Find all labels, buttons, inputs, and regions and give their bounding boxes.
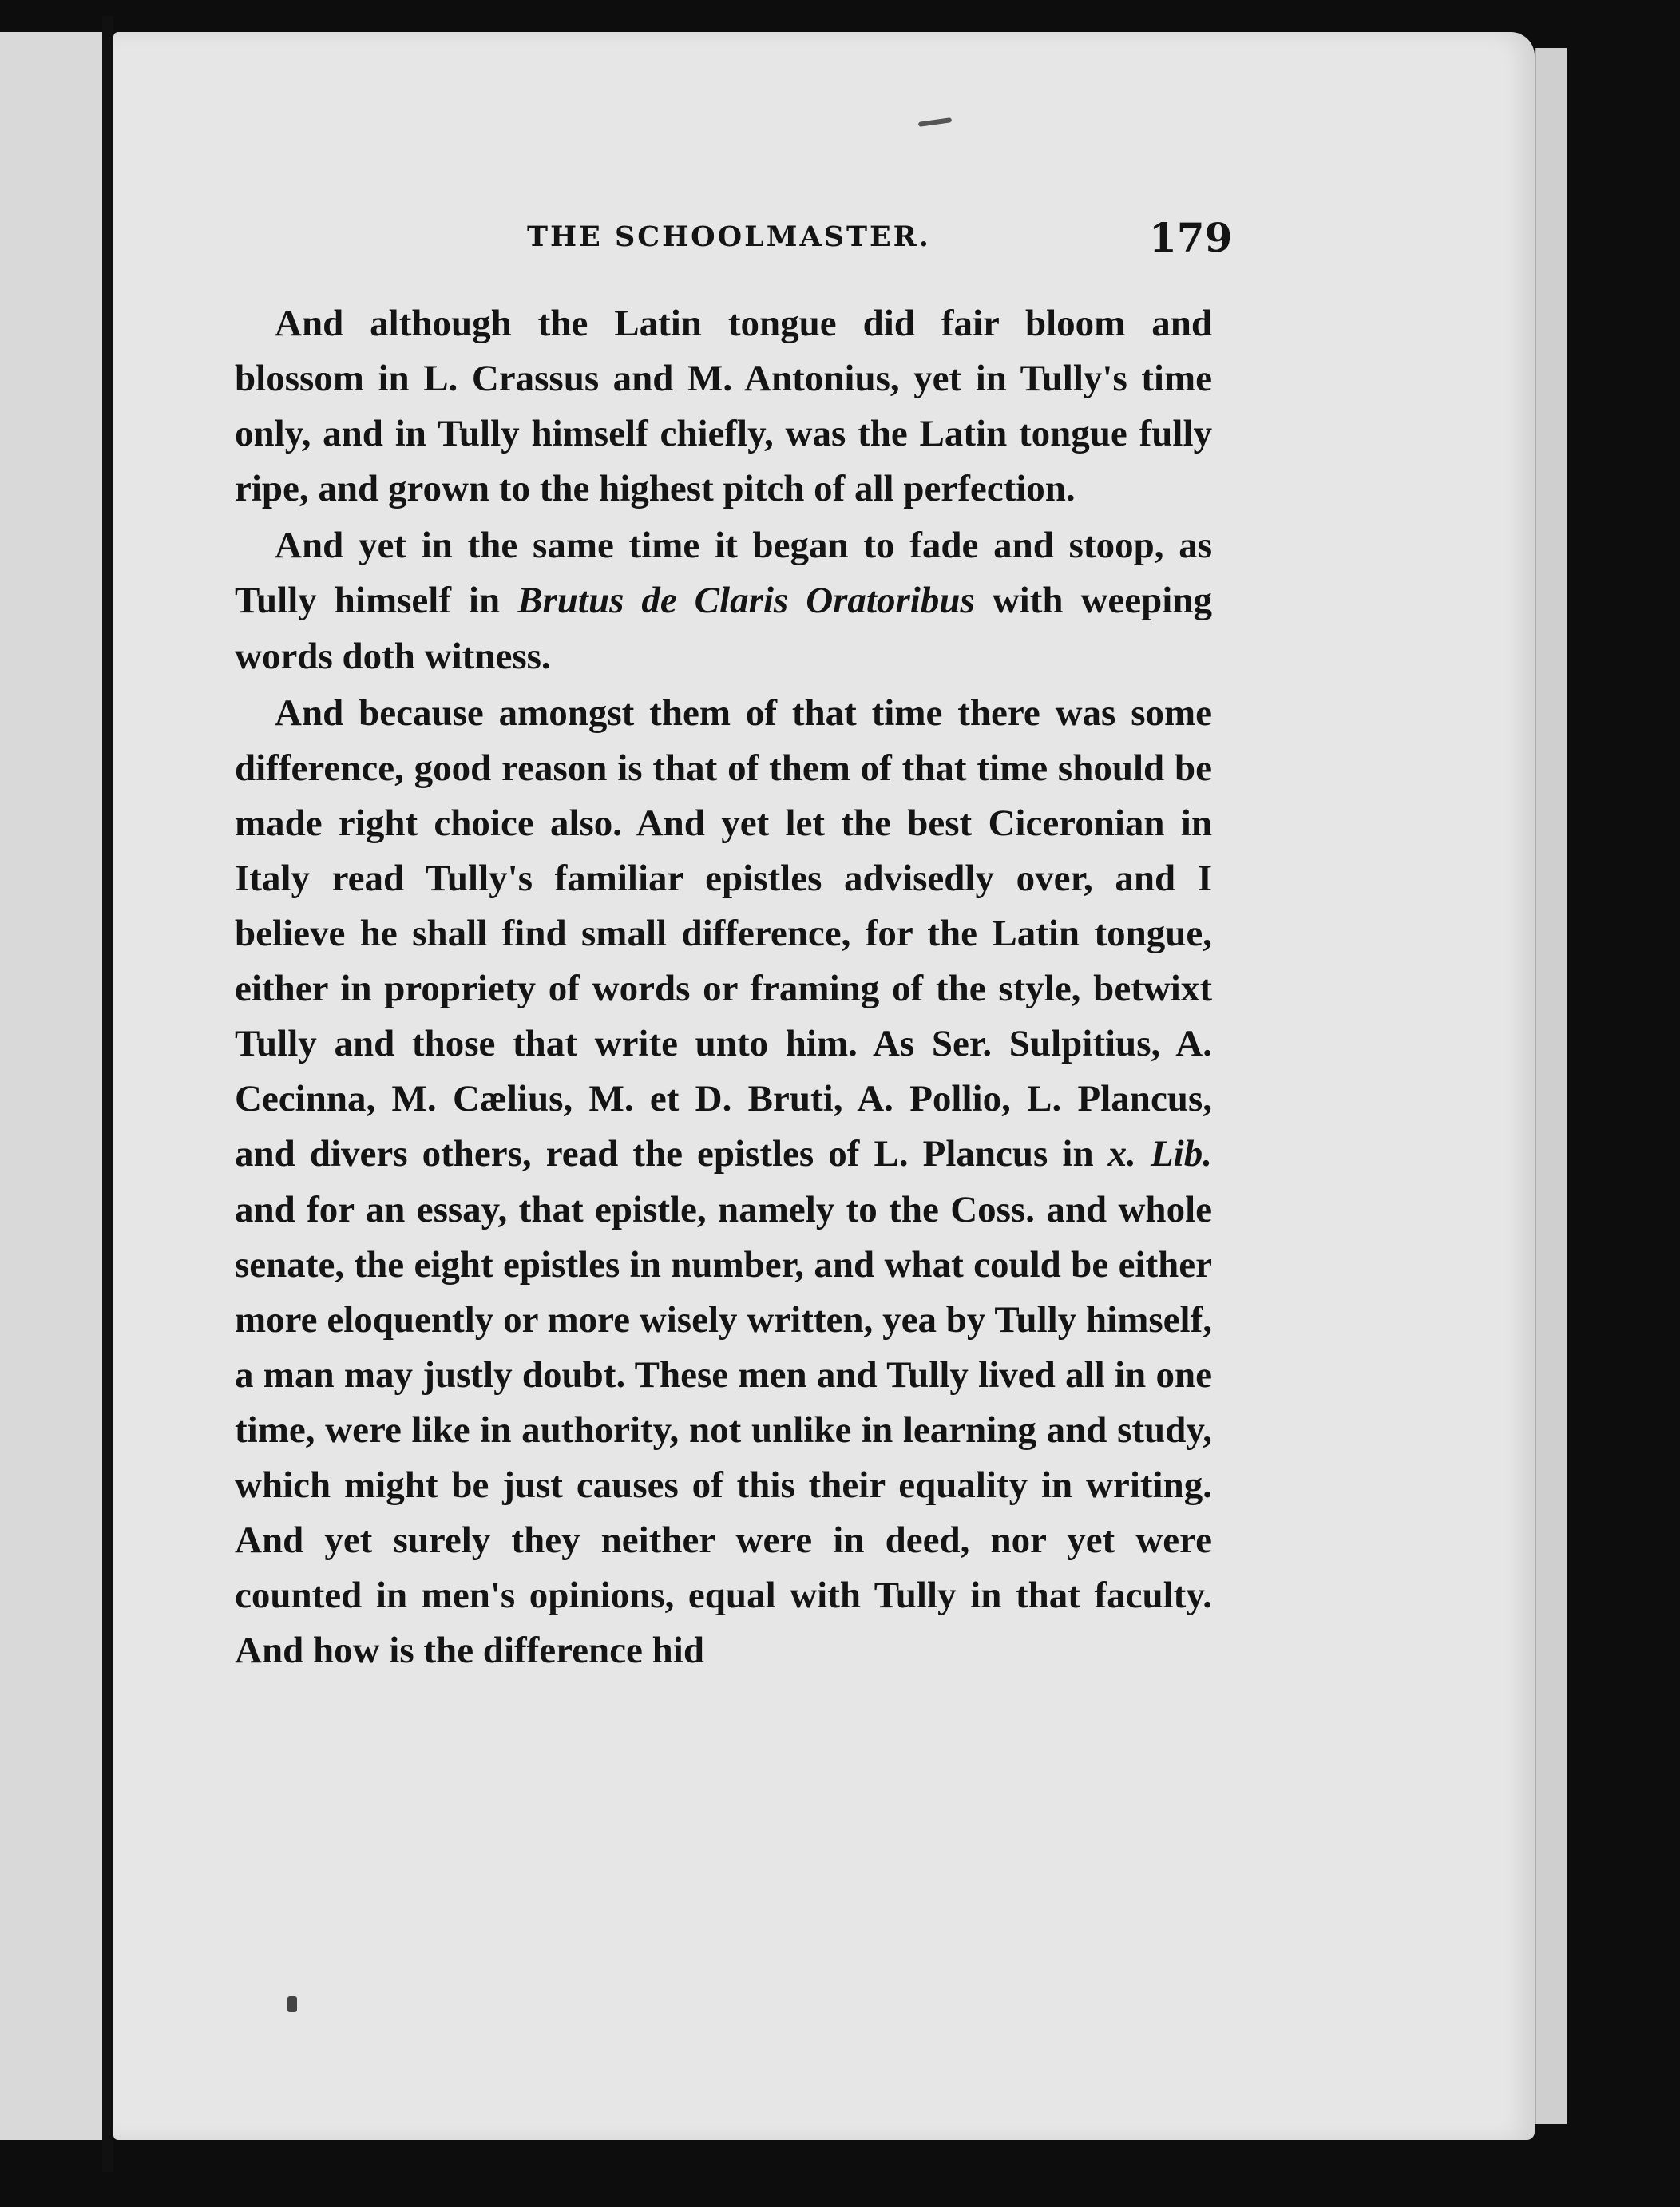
paragraph-3-text-end: and for an essay, that epistle, namely to the Coss. and whole senate, the eight epistles in number, and what could be either more eloquently or more wisely written, yea by Tully himself, a man may justly doubt. These men and Tully lived all in one time, were like in authority, not unlike in learning and study, which might be just causes of this their equality in writing. And yet surely they neither were in deed, nor yet were counted in men's opinions, equal with Tully in that faculty. And how is the difference hid: [235, 1188, 1212, 1672]
paragraph-3-text-start: And because amongst them of that time there was some difference, good reason is that of them of that time should be made right choice also. And yet let the best Ciceronian in Italy read Tully's familiar epistles advisedly over, and I believe he shall find small difference, for the Latin tongue, either in propriety of words or framing of the style, betwixt Tully and those that write unto him. As Ser. Sulpitius, A. Cecinna, M. Cælius, M. et D. Bruti, A. Pollio, L. Plancus, and divers others, read the epistles of L. Plancus in: [235, 691, 1212, 1175]
paragraph-3: [235, 686, 1212, 1679]
page-right-edge: [1535, 48, 1567, 2124]
stray-ink-mark-bottom: [287, 1996, 297, 2012]
paragraph-2-italic-title: Brutus de Claris Oratoribus: [517, 580, 975, 622]
page-header: [113, 214, 1535, 268]
page-number: 179: [1149, 214, 1233, 261]
running-head: THE SCHOOLMASTER.: [527, 220, 931, 253]
book-gutter: [102, 16, 113, 2172]
paragraph-1: And although the Latin tongue did fair bloom and blossom in L. Crassus and M. Antonius, yet in Tully's time only, and in Tully himself chiefly, was the Latin tongue fully ripe, and grown to the highest pitch of all perfection.: [235, 303, 1212, 510]
paragraph-2-text-end: with weeping words doth witness.: [235, 580, 1212, 677]
paragraph-2-text-start: And yet in the same time it began to fade and stoop, as Tully himself in: [235, 525, 1212, 622]
body-text: [235, 296, 1212, 1680]
paragraph-2: [235, 518, 1212, 683]
previous-page-edge: [0, 32, 102, 2140]
paragraph-3-italic-ref: x. Lib.: [1107, 1133, 1212, 1175]
